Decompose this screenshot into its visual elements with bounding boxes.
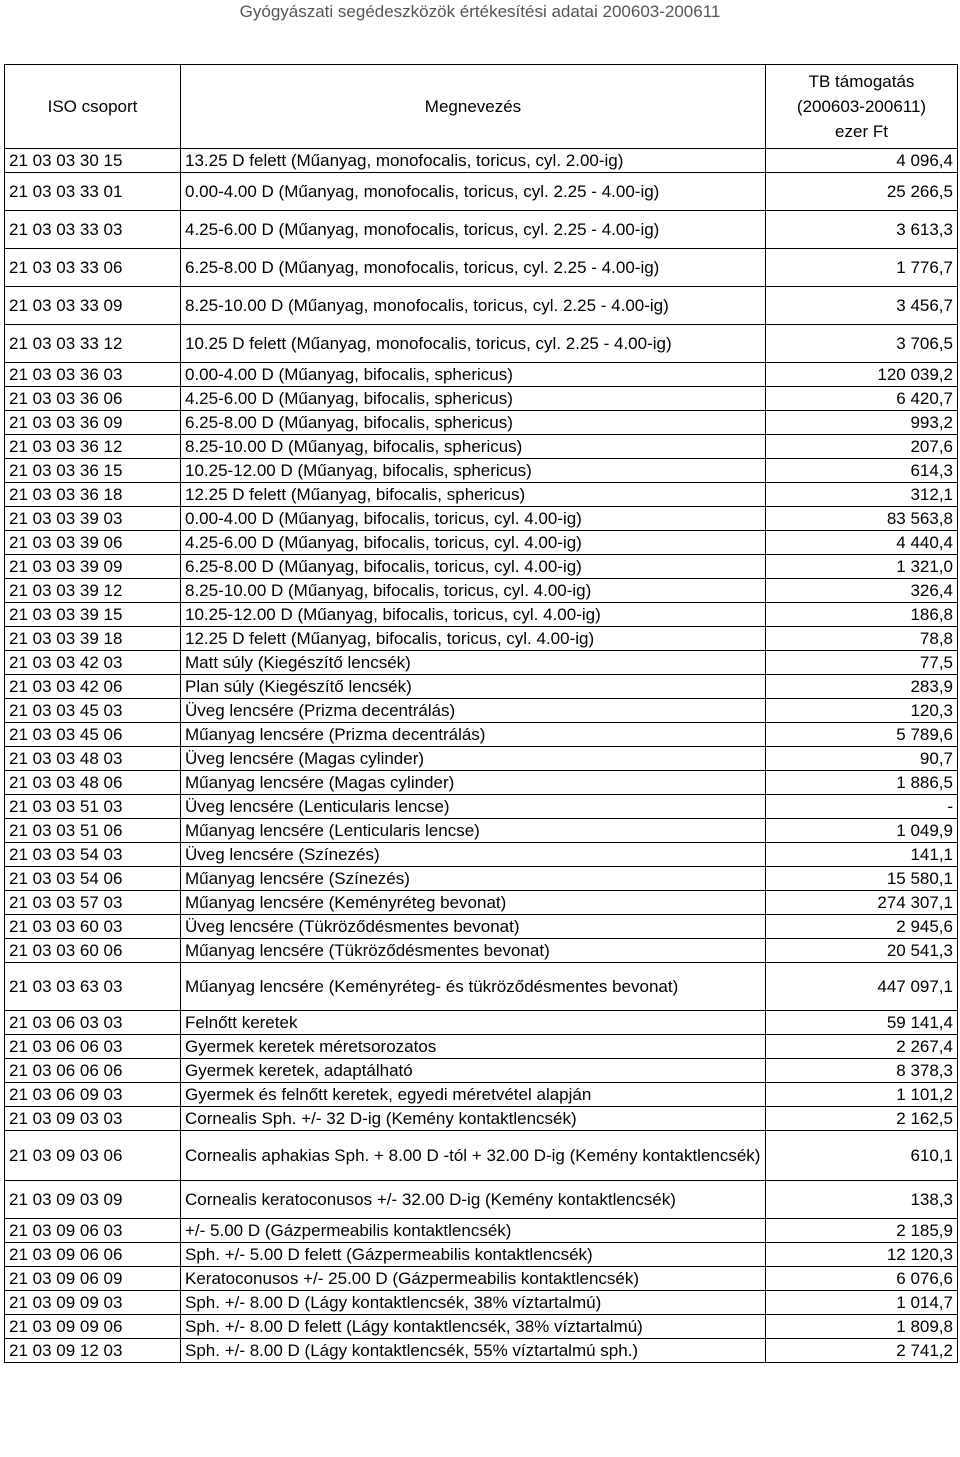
row-name: Műanyag lencsére (Keményréteg- és tükröződésmentes bevonat): [181, 963, 766, 1011]
row-value: 274 307,1: [766, 891, 958, 915]
row-name: Cornealis keratoconusos +/- 32.00 D-ig (Kemény kontaktlencsék): [181, 1181, 766, 1219]
row-name: Műanyag lencsére (Magas cylinder): [181, 771, 766, 795]
table-row: [5, 891, 958, 915]
row-value: 3 613,3: [766, 211, 958, 249]
header-value: [766, 65, 958, 149]
table-row: [5, 939, 958, 963]
row-code: 21 03 03 42 03: [5, 651, 181, 675]
row-code: 21 03 06 06 06: [5, 1059, 181, 1083]
row-code: 21 03 03 54 06: [5, 867, 181, 891]
row-name: 8.25-10.00 D (Műanyag, monofocalis, toricus, cyl. 2.25 - 4.00-ig): [181, 287, 766, 325]
row-name: Cornealis aphakias Sph. + 8.00 D -tól + 32.00 D-ig (Kemény kontaktlencsék): [181, 1131, 766, 1181]
table-row: [5, 435, 958, 459]
row-code: 21 03 03 51 03: [5, 795, 181, 819]
row-name: 10.25 D felett (Műanyag, monofocalis, toricus, cyl. 2.25 - 4.00-ig): [181, 325, 766, 363]
row-code: 21 03 03 42 06: [5, 675, 181, 699]
row-code: 21 03 03 51 06: [5, 819, 181, 843]
header-value-line2: (200603-200611): [796, 97, 927, 116]
table-body: [5, 149, 958, 1363]
table-row: [5, 1339, 958, 1363]
table-row: [5, 723, 958, 747]
row-name: Üveg lencsére (Tükröződésmentes bevonat): [181, 915, 766, 939]
table-row: [5, 1243, 958, 1267]
row-value: 25 266,5: [766, 173, 958, 211]
row-code: 21 03 09 06 03: [5, 1219, 181, 1243]
row-value: 2 945,6: [766, 915, 958, 939]
row-name: 4.25-6.00 D (Műanyag, monofocalis, toricus, cyl. 2.25 - 4.00-ig): [181, 211, 766, 249]
row-value: 447 097,1: [766, 963, 958, 1011]
table-row: [5, 531, 958, 555]
row-code: 21 03 03 39 06: [5, 531, 181, 555]
row-code: 21 03 03 33 01: [5, 173, 181, 211]
row-name: Sph. +/- 8.00 D felett (Lágy kontaktlencsék, 38% víztartalmú): [181, 1315, 766, 1339]
table-row: [5, 1267, 958, 1291]
table-row: [5, 1131, 958, 1181]
table-row: [5, 1107, 958, 1131]
row-name: Cornealis Sph. +/- 32 D-ig (Kemény kontaktlencsék): [181, 1107, 766, 1131]
row-code: 21 03 03 39 12: [5, 579, 181, 603]
table-row: [5, 325, 958, 363]
header-iso: ISO csoport: [5, 65, 181, 149]
row-name: Gyermek keretek, adaptálható: [181, 1059, 766, 1083]
table-row: [5, 1083, 958, 1107]
table-row: [5, 387, 958, 411]
row-value: 2 162,5: [766, 1107, 958, 1131]
row-value: 993,2: [766, 411, 958, 435]
row-name: Sph. +/- 8.00 D (Lágy kontaktlencsék, 38% víztartalmú): [181, 1291, 766, 1315]
row-code: 21 03 09 12 03: [5, 1339, 181, 1363]
row-value: 4 440,4: [766, 531, 958, 555]
row-code: 21 03 03 39 18: [5, 627, 181, 651]
header-value-line3: ezer Ft: [835, 122, 888, 141]
row-value: 3 456,7: [766, 287, 958, 325]
table-row: [5, 867, 958, 891]
table-row: [5, 483, 958, 507]
row-name: 6.25-8.00 D (Műanyag, bifocalis, sphericus): [181, 411, 766, 435]
table-row: [5, 249, 958, 287]
row-value: 5 789,6: [766, 723, 958, 747]
row-code: 21 03 09 09 06: [5, 1315, 181, 1339]
table-row: [5, 915, 958, 939]
row-name: Műanyag lencsére (Prizma decentrálás): [181, 723, 766, 747]
row-value: 2 741,2: [766, 1339, 958, 1363]
row-code: 21 03 03 45 03: [5, 699, 181, 723]
row-name: 6.25-8.00 D (Műanyag, bifocalis, toricus, cyl. 4.00-ig): [181, 555, 766, 579]
row-name: 0.00-4.00 D (Műanyag, bifocalis, sphericus): [181, 363, 766, 387]
row-code: 21 03 03 48 06: [5, 771, 181, 795]
row-value: 207,6: [766, 435, 958, 459]
table-row: [5, 1011, 958, 1035]
row-code: 21 03 03 48 03: [5, 747, 181, 771]
row-value: 120,3: [766, 699, 958, 723]
table-row: [5, 1315, 958, 1339]
row-value: 1 886,5: [766, 771, 958, 795]
row-value: 3 706,5: [766, 325, 958, 363]
row-value: 312,1: [766, 483, 958, 507]
table-row: [5, 411, 958, 435]
row-value: 83 563,8: [766, 507, 958, 531]
row-code: 21 03 09 06 06: [5, 1243, 181, 1267]
row-value: 614,3: [766, 459, 958, 483]
table-row: [5, 771, 958, 795]
row-value: 77,5: [766, 651, 958, 675]
header-value-line1: TB támogatás: [808, 72, 915, 91]
row-code: 21 03 06 03 03: [5, 1011, 181, 1035]
row-code: 21 03 03 39 15: [5, 603, 181, 627]
row-value: 59 141,4: [766, 1011, 958, 1035]
row-name: 12.25 D felett (Műanyag, bifocalis, toricus, cyl. 4.00-ig): [181, 627, 766, 651]
row-value: 15 580,1: [766, 867, 958, 891]
table-row: [5, 363, 958, 387]
row-name: +/- 5.00 D (Gázpermeabilis kontaktlencsék): [181, 1219, 766, 1243]
row-name: Sph. +/- 5.00 D felett (Gázpermeabilis kontaktlencsék): [181, 1243, 766, 1267]
table-row: [5, 651, 958, 675]
table-row: [5, 579, 958, 603]
row-code: 21 03 03 36 09: [5, 411, 181, 435]
row-value: 6 076,6: [766, 1267, 958, 1291]
row-name: 0.00-4.00 D (Műanyag, bifocalis, toricus, cyl. 4.00-ig): [181, 507, 766, 531]
row-name: 13.25 D felett (Műanyag, monofocalis, toricus, cyl. 2.00-ig): [181, 149, 766, 173]
row-value: 120 039,2: [766, 363, 958, 387]
table-row: [5, 747, 958, 771]
row-name: Matt súly (Kiegészítő lencsék): [181, 651, 766, 675]
table-row: [5, 1035, 958, 1059]
table-row: [5, 795, 958, 819]
row-name: Műanyag lencsére (Színezés): [181, 867, 766, 891]
row-name: 6.25-8.00 D (Műanyag, monofocalis, toricus, cyl. 2.25 - 4.00-ig): [181, 249, 766, 287]
row-code: 21 03 03 36 06: [5, 387, 181, 411]
row-value: 1 101,2: [766, 1083, 958, 1107]
table-row: [5, 507, 958, 531]
row-name: 8.25-10.00 D (Műanyag, bifocalis, toricus, cyl. 4.00-ig): [181, 579, 766, 603]
row-name: Műanyag lencsére (Tükröződésmentes bevonat): [181, 939, 766, 963]
table-row: [5, 963, 958, 1011]
row-code: 21 03 03 36 18: [5, 483, 181, 507]
data-table: [4, 64, 958, 1363]
row-code: 21 03 03 33 06: [5, 249, 181, 287]
row-code: 21 03 03 33 12: [5, 325, 181, 363]
row-code: 21 03 03 60 06: [5, 939, 181, 963]
row-code: 21 03 09 06 09: [5, 1267, 181, 1291]
row-value: 326,4: [766, 579, 958, 603]
row-value: 1 049,9: [766, 819, 958, 843]
row-name: 10.25-12.00 D (Műanyag, bifocalis, toricus, cyl. 4.00-ig): [181, 603, 766, 627]
row-name: 10.25-12.00 D (Műanyag, bifocalis, sphericus): [181, 459, 766, 483]
row-value: 8 378,3: [766, 1059, 958, 1083]
row-code: 21 03 09 03 09: [5, 1181, 181, 1219]
row-name: Üveg lencsére (Színezés): [181, 843, 766, 867]
table-row: [5, 843, 958, 867]
row-code: 21 03 03 54 03: [5, 843, 181, 867]
table-row: [5, 149, 958, 173]
row-name: Sph. +/- 8.00 D (Lágy kontaktlencsék, 55% víztartalmú sph.): [181, 1339, 766, 1363]
row-name: Felnőtt keretek: [181, 1011, 766, 1035]
row-code: 21 03 09 03 03: [5, 1107, 181, 1131]
table-row: [5, 555, 958, 579]
table-row: [5, 1059, 958, 1083]
page-title: Gyógyászati segédeszközök értékesítési adatai 200603-200611: [239, 2, 721, 21]
header-row: [5, 65, 958, 149]
row-name: Műanyag lencsére (Lenticularis lencse): [181, 819, 766, 843]
row-name: 8.25-10.00 D (Műanyag, bifocalis, sphericus): [181, 435, 766, 459]
header-name: Megnevezés: [181, 65, 766, 149]
table-row: [5, 819, 958, 843]
table-row: [5, 287, 958, 325]
table-row: [5, 173, 958, 211]
row-name: Üveg lencsére (Prizma decentrálás): [181, 699, 766, 723]
row-value: 186,8: [766, 603, 958, 627]
table-row: [5, 699, 958, 723]
row-name: Plan súly (Kiegészítő lencsék): [181, 675, 766, 699]
row-name: Gyermek és felnőtt keretek, egyedi méretvétel alapján: [181, 1083, 766, 1107]
row-name: 0.00-4.00 D (Műanyag, monofocalis, toricus, cyl. 2.25 - 4.00-ig): [181, 173, 766, 211]
row-code: 21 03 06 06 03: [5, 1035, 181, 1059]
row-code: 21 03 03 39 09: [5, 555, 181, 579]
row-code: 21 03 03 33 03: [5, 211, 181, 249]
row-name: 4.25-6.00 D (Műanyag, bifocalis, toricus, cyl. 4.00-ig): [181, 531, 766, 555]
row-code: 21 03 09 03 06: [5, 1131, 181, 1181]
row-value: 2 267,4: [766, 1035, 958, 1059]
row-value: 141,1: [766, 843, 958, 867]
row-code: 21 03 06 09 03: [5, 1083, 181, 1107]
row-name: Gyermek keretek méretsorozatos: [181, 1035, 766, 1059]
row-code: 21 03 09 09 03: [5, 1291, 181, 1315]
row-value: 1 014,7: [766, 1291, 958, 1315]
table-row: [5, 675, 958, 699]
row-value: 1 776,7: [766, 249, 958, 287]
row-value: 4 096,4: [766, 149, 958, 173]
row-code: 21 03 03 39 03: [5, 507, 181, 531]
row-code: 21 03 03 57 03: [5, 891, 181, 915]
table-row: [5, 1181, 958, 1219]
row-value: 6 420,7: [766, 387, 958, 411]
row-name: Keratoconusos +/- 25.00 D (Gázpermeabilis kontaktlencsék): [181, 1267, 766, 1291]
row-name: Műanyag lencsére (Keményréteg bevonat): [181, 891, 766, 915]
row-value: 78,8: [766, 627, 958, 651]
row-value: 12 120,3: [766, 1243, 958, 1267]
table-row: [5, 211, 958, 249]
row-value: 1 809,8: [766, 1315, 958, 1339]
row-value: -: [766, 795, 958, 819]
row-code: 21 03 03 33 09: [5, 287, 181, 325]
row-code: 21 03 03 45 06: [5, 723, 181, 747]
row-code: 21 03 03 30 15: [5, 149, 181, 173]
row-value: 283,9: [766, 675, 958, 699]
row-name: 12.25 D felett (Műanyag, bifocalis, sphericus): [181, 483, 766, 507]
table-row: [5, 1219, 958, 1243]
row-code: 21 03 03 63 03: [5, 963, 181, 1011]
row-value: 20 541,3: [766, 939, 958, 963]
row-name: 4.25-6.00 D (Műanyag, bifocalis, sphericus): [181, 387, 766, 411]
row-value: 2 185,9: [766, 1219, 958, 1243]
row-code: 21 03 03 36 12: [5, 435, 181, 459]
row-name: Üveg lencsére (Lenticularis lencse): [181, 795, 766, 819]
row-name: Üveg lencsére (Magas cylinder): [181, 747, 766, 771]
row-code: 21 03 03 60 03: [5, 915, 181, 939]
row-code: 21 03 03 36 03: [5, 363, 181, 387]
table-row: [5, 627, 958, 651]
table-row: [5, 459, 958, 483]
row-code: 21 03 03 36 15: [5, 459, 181, 483]
row-value: 90,7: [766, 747, 958, 771]
table-row: [5, 603, 958, 627]
row-value: 610,1: [766, 1131, 958, 1181]
table-row: [5, 1291, 958, 1315]
row-value: 1 321,0: [766, 555, 958, 579]
row-value: 138,3: [766, 1181, 958, 1219]
